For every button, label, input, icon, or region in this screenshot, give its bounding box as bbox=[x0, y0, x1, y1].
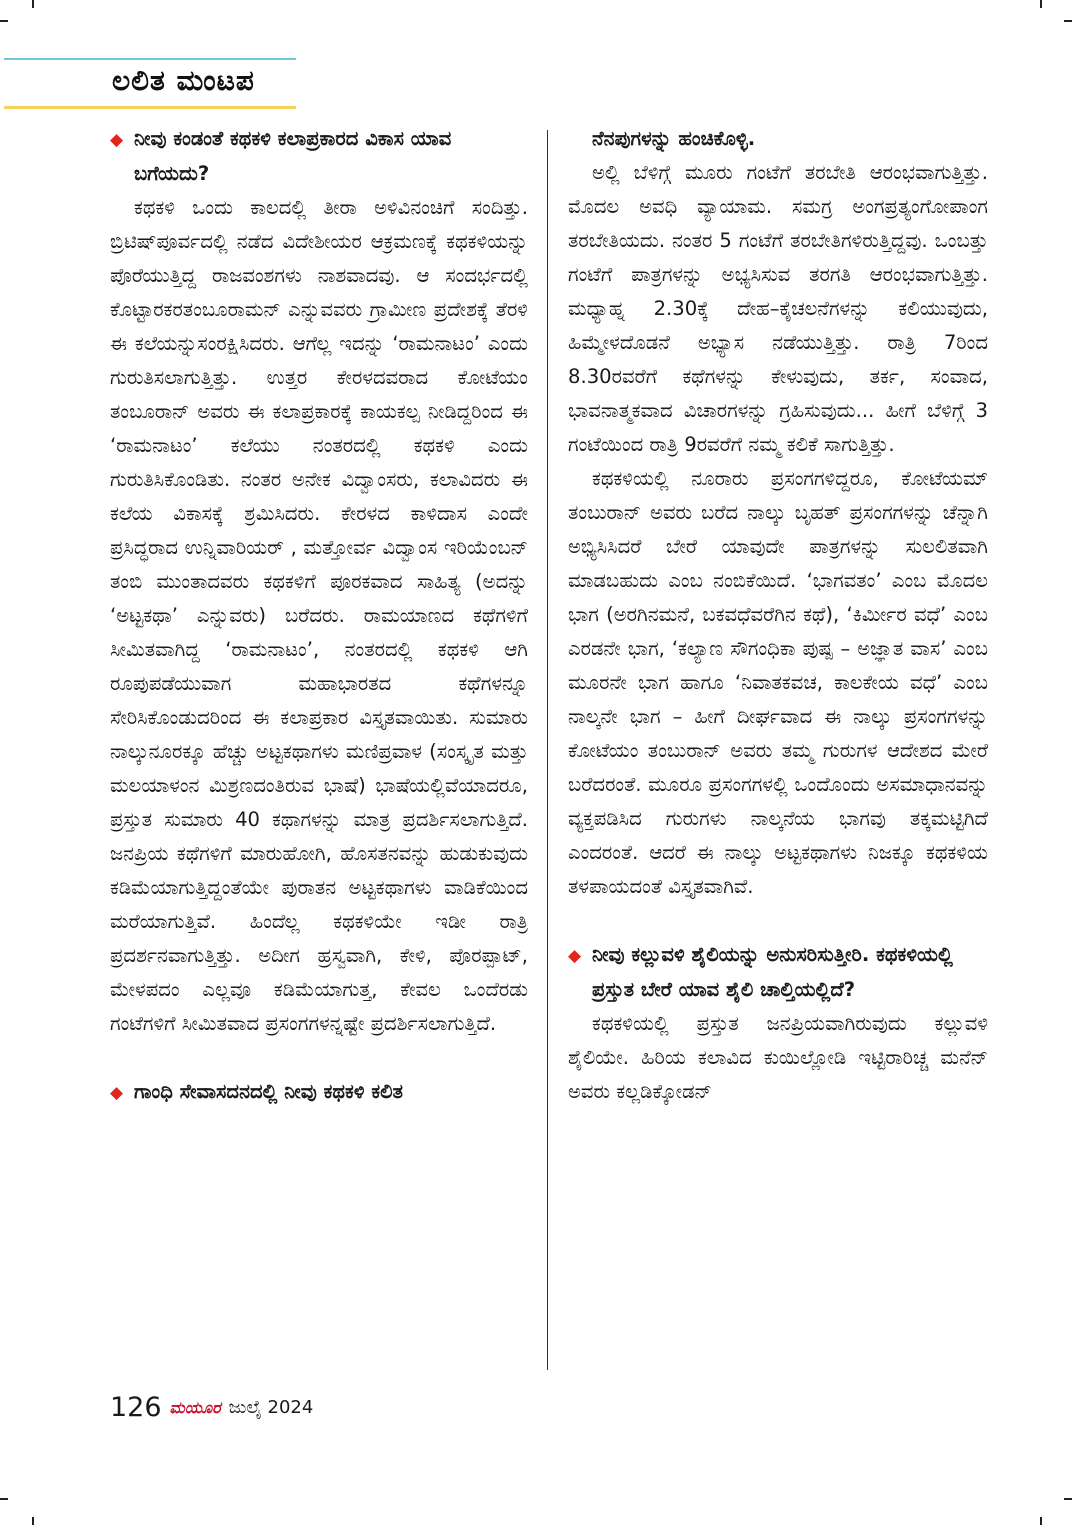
answer-paragraph: ಕಥಕಳಿಯಲ್ಲಿ ಪ್ರಸ್ತುತ ಜನಪ್ರಿಯವಾಗಿರುವುದು ಕಲ್ಲುವಳಿ ಶೈಲಿಯೇ. ಹಿರಿಯ ಕಲಾವಿದ ಕುಯಿಲ್ಲೋಡಿ ಇಟ್ಟಿರಾರಿಚ್ಚ ಮನೆನ್ ಅವರು ಕಲ್ಲಡಿಕ್ಕೋಡನ್ bbox=[568, 1012, 988, 1103]
magazine-logo: ಮಯೂರ bbox=[169, 1397, 221, 1417]
left-column bbox=[110, 122, 528, 1110]
crop-mark bbox=[1064, 1498, 1072, 1500]
question-text: ನೀವು ಕಲ್ಲುವಳಿ ಶೈಲಿಯನ್ನು ಅನುಸರಿಸುತ್ತೀರಿ. ಕಥಕಳಿಯಲ್ಲಿ ಪ್ರಸ್ತುತ ಬೇರೆ ಯಾವ ಶೈಲಿ ಚಾಲ್ತಿಯಲ್ಲಿದೆ? bbox=[592, 943, 953, 1001]
page-number: 126 bbox=[110, 1392, 162, 1423]
section-header bbox=[0, 58, 300, 110]
diamond-bullet-icon: ◆ bbox=[110, 130, 124, 150]
crop-mark bbox=[32, 0, 34, 8]
crop-mark bbox=[1040, 1517, 1042, 1525]
question-continued: ನೆನಪುಗಳನ್ನು ಹಂಚಿಕೊಳ್ಳಿ. bbox=[592, 127, 756, 150]
page-footer bbox=[110, 1392, 313, 1428]
crop-mark bbox=[0, 20, 8, 22]
diamond-bullet-icon: ◆ bbox=[110, 1083, 124, 1103]
question-text: ಗಾಂಧಿ ಸೇವಾಸದನದಲ್ಲಿ ನೀವು ಕಥಕಳಿ ಕಲಿತ bbox=[134, 1080, 404, 1103]
crop-mark bbox=[1064, 20, 1072, 22]
question bbox=[110, 122, 528, 191]
crop-mark bbox=[32, 1517, 34, 1525]
question bbox=[110, 1075, 528, 1110]
answer-paragraph: ಕಥಕಳಿ ಒಂದು ಕಾಲದಲ್ಲಿ ತೀರಾ ಅಳಿವಿನಂಚಿಗೆ ಸಂದಿತ್ತು. ಬ್ರಿಟಿಷ್‌ಪೂರ್ವದಲ್ಲಿ ನಡೆದ ವಿದೇಶೀಯರ ಆಕ್ರಮಣಕ್ಕೆ ಕಥಕಳಿಯನ್ನು ಪೊರೆಯುತ್ತಿದ್ದ ರಾಜವಂಶಗಳು ನಾಶವಾದವು. ಆ ಸಂದರ್ಭದಲ್ಲಿ ಕೊಟ್ಟಾರಕರತಂಬೂರಾಮನ್ ಎನ್ನುವವರು ಗ್ರಾಮೀಣ ಪ್ರದೇಶಕ್ಕೆ ತೆರಳಿ ಈ ಕಲೆಯನ್ನುಸಂರಕ್ಷಿಸಿದರು. ಆಗೆಲ್ಲ ಇದನ್ನು ‘ರಾಮನಾಟಂ’ ಎಂದು ಗುರುತಿಸಲಾಗುತ್ತಿತ್ತು. ಉತ್ತರ ಕೇರಳದವರಾದ ಕೋಟೆಯಂ ತಂಬೂರಾನ್ ಅವರು ಈ ಕಲಾಪ್ರಕಾರಕ್ಕೆ ಕಾಯಕಲ್ಪ ನೀಡಿದ್ದರಿಂದ ಈ ‘ರಾಮನಾಟಂ’ ಕಲೆಯು ನಂತರದಲ್ಲಿ ಕಥಕಳಿ ಎಂದು ಗುರುತಿಸಿಕೊಂಡಿತು. ನಂತರ ಅನೇಕ ವಿದ್ವಾಂಸರು, ಕಲಾವಿದರು ಈ ಕಲೆಯ ವಿಕಾಸಕ್ಕೆ ಶ್ರಮಿಸಿದರು. ಕೇರಳದ ಕಾಳಿದಾಸ ಎಂದೇ ಪ್ರಸಿದ್ಧರಾದ ಉನ್ನಿವಾರಿಯರ್ , ಮತ್ತೋರ್ವ ವಿದ್ವಾಂಸ ಇರಿಯೆಂಬನ್ ತಂಬಿ ಮುಂತಾದವರು ಕಥಕಳಿಗೆ ಪೂರಕವಾದ ಸಾಹಿತ್ಯ (ಅದನ್ನು ‘ಅಟ್ಟಕಥಾ’ ಎನ್ನುವರು) ಬರೆದರು. ರಾಮಯಾಣದ ಕಥೆಗಳಿಗೆ ಸೀಮಿತವಾಗಿದ್ದ ‘ರಾಮನಾಟಂ’, ನಂತರದಲ್ಲಿ ಕಥಕಳಿ ಆಗಿ ರೂಪುಪಡೆಯುವಾಗ ಮಹಾಭಾರತದ ಕಥೆಗಳನ್ನೂ ಸೇರಿಸಿಕೊಂಡುದರಿಂದ ಈ ಕಲಾಪ್ರಕಾರ ವಿಸ್ತೃತವಾಯಿತು. ಸುಮಾರು ನಾಲ್ಕುನೂರಕ್ಕೂ ಹೆಚ್ಚು ಅಟ್ಟಕಥಾಗಳು ಮಣಿಪ್ರವಾಳ (ಸಂಸ್ಕೃತ ಮತ್ತು ಮಲಯಾಳಂನ ಮಿಶ್ರಣದಂತಿರುವ ಭಾಷೆ) ಭಾಷೆಯಲ್ಲಿವೆಯಾದರೂ, ಪ್ರಸ್ತುತ ಸುಮಾರು 40 ಕಥಾಗಳನ್ನು ಮಾತ್ರ ಪ್ರದರ್ಶಿಸಲಾಗುತ್ತಿದೆ. ಜನಪ್ರಿಯ ಕಥೆಗಳಿಗೆ ಮಾರುಹೋಗಿ, ಹೊಸತನವನ್ನು ಹುಡುಕುವುದು ಕಡಿಮೆಯಾಗುತ್ತಿದ್ದಂತೆಯೇ ಪುರಾತನ ಅಟ್ಟಕಥಾಗಳು ವಾಡಿಕೆಯಿಂದ ಮರೆಯಾಗುತ್ತಿವೆ. ಹಿಂದೆಲ್ಲ ಕಥಕಳಿಯೇ ಇಡೀ ರಾತ್ರಿ ಪ್ರದರ್ಶನವಾಗುತ್ತಿತ್ತು. ಅದೀಗ ಹ್ರಸ್ವವಾಗಿ, ಕೇಳಿ, ಪೊರಪ್ಪಾಟ್, ಮೇಳಪದಂ ಎಲ್ಲವೂ ಕಡಿಮೆಯಾಗುತ್ತ, ಕೇವಲ ಒಂದೆರಡು ಗಂಟೆಗಳಿಗೆ ಸೀಮಿತವಾದ ಪ್ರಸಂಗಗಳನ್ನಷ್ಟೇ ಪ್ರದರ್ಶಿಸಲಾಗುತ್ತಿದೆ. bbox=[110, 196, 528, 1035]
right-column bbox=[568, 122, 988, 1109]
issue-date: ಜುಲೈ 2024 bbox=[228, 1397, 314, 1418]
diamond-bullet-icon: ◆ bbox=[568, 946, 582, 966]
answer-paragraph: ಅಲ್ಲಿ ಬೆಳಿಗ್ಗೆ ಮೂರು ಗಂಟೆಗೆ ತರಬೇತಿ ಆರಂಭವಾಗುತ್ತಿತ್ತು. ಮೊದಲ ಅವಧಿ ವ್ಯಾಯಾಮ. ಸಮಗ್ರ ಅಂಗಪ್ರತ್ಯಂಗೋಪಾಂಗ ತರಬೇತಿಯದು. ನಂತರ 5 ಗಂಟೆಗೆ ತರಬೇತಿಗಳಿರುತ್ತಿದ್ದವು. ಒಂಬತ್ತು ಗಂಟೆಗೆ ಪಾತ್ರಗಳನ್ನು ಅಭ್ಯಸಿಸುವ ತರಗತಿ ಆರಂಭವಾಗುತ್ತಿತ್ತು. ಮಧ್ಯಾಹ್ನ 2.30ಕ್ಕೆ ದೇಹ–ಕೈಚಲನೆಗಳನ್ನು ಕಲಿಯುವುದು, ಹಿಮ್ಮೇಳದೊಡನೆ ಅಭ್ಯಾಸ ನಡೆಯುತ್ತಿತ್ತು. ರಾತ್ರಿ 7ರಿಂದ 8.30ರವರೆಗೆ ಕಥೆಗಳನ್ನು ಕೇಳುವುದು, ತರ್ಕ, ಸಂವಾದ, ಭಾವನಾತ್ಮಕವಾದ ವಿಚಾರಗಳನ್ನು ಗ್ರಹಿಸುವುದು... ಹೀಗೆ ಬೆಳಿಗ್ಗೆ 3 ಗಂಟೆಯಿಂದ ರಾತ್ರಿ 9ರವರೆಗೆ ನಮ್ಮ ಕಲಿಕೆ ಸಾಗುತ್ತಿತ್ತು. bbox=[568, 161, 988, 456]
column-divider bbox=[547, 130, 548, 1370]
header-top-rule bbox=[4, 58, 296, 60]
question-text: ನೀವು ಕಂಡಂತೆ ಕಥಕಳಿ ಕಲಾಪ್ರಕಾರದ ವಿಕಾಸ ಯಾವ ಬಗೆಯದು? bbox=[134, 127, 452, 185]
crop-mark bbox=[0, 1498, 8, 1500]
crop-mark bbox=[1040, 0, 1042, 8]
question bbox=[568, 938, 988, 1007]
section-title: ಲಲಿತ ಮಂಟಪ bbox=[112, 64, 255, 97]
answer-paragraph: ಕಥಕಳಿಯಲ್ಲಿ ನೂರಾರು ಪ್ರಸಂಗಗಳಿದ್ದರೂ, ಕೋಟೆಯಮ್ ತಂಬುರಾನ್ ಅವರು ಬರೆದ ನಾಲ್ಕು ಬೃಹತ್ ಪ್ರಸಂಗಗಳನ್ನು ಚೆನ್ನಾಗಿ ಅಭ್ಯಿಸಿಸಿದರೆ ಬೇರೆ ಯಾವುದೇ ಪಾತ್ರಗಳನ್ನು ಸುಲಲಿತವಾಗಿ ಮಾಡಬಹುದು ಎಂಬ ನಂಬಿಕೆಯಿದೆ. ‘ಭಾಗವತಂ’ ಎಂಬ ಮೊದಲ ಭಾಗ (ಅರಗಿನಮನೆ, ಬಕವಧೆವರೆಗಿನ ಕಥೆ), ‘ಕಿರ್ಮೀರ ವಧೆ’ ಎಂಬ ಎರಡನೇ ಭಾಗ, ‘ಕಲ್ಯಾಣ ಸೌಗಂಧಿಕಾ ಪುಷ್ಪ – ಅಜ್ಞಾತ ವಾಸ’ ಎಂಬ ಮೂರನೇ ಭಾಗ ಹಾಗೂ ‘ನಿವಾತಕವಚ, ಕಾಲಕೇಯ ವಧೆ’ ಎಂಬ ನಾಲ್ಕನೇ ಭಾಗ – ಹೀಗೆ ದೀರ್ಘವಾದ ಈ ನಾಲ್ಕು ಪ್ರಸಂಗಗಳನ್ನು ಕೋಟೆಯಂ ತಂಬುರಾನ್ ಅವರು ತಮ್ಮ ಗುರುಗಳ ಆದೇಶದ ಮೇರೆ ಬರೆದರಂತೆ. ಮೂರೂ ಪ್ರಸಂಗಗಳಲ್ಲಿ ಒಂದೊಂದು ಅಸಮಾಧಾನವನ್ನು ವ್ಯಕ್ತಪಡಿಸಿದ ಗುರುಗಳು ನಾಲ್ಕನೆಯ ಭಾಗವು ತಕ್ಕಮಟ್ಟಿಗಿದೆ ಎಂದರಂತೆ. ಆದರೆ ಈ ನಾಲ್ಕು ಅಟ್ಟಕಥಾಗಳು ನಿಜಕ್ಕೂ ಕಥಕಳಿಯ ತಳಪಾಯದಂತೆ ವಿಸ್ತೃತವಾಗಿವೆ. bbox=[568, 467, 988, 898]
header-bottom-rule bbox=[4, 106, 296, 109]
